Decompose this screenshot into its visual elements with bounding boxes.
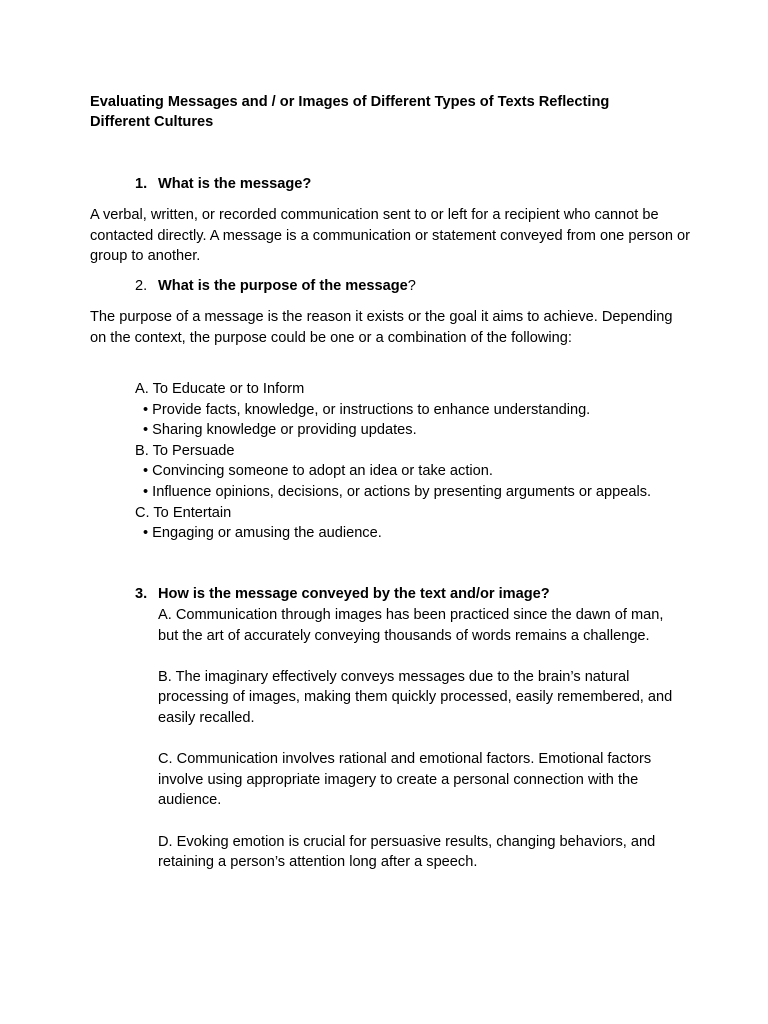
question-2-text: What is the purpose of the message	[158, 278, 408, 294]
question-2-number: 2.	[135, 278, 148, 294]
question-3-point: C. Communication involves rational and emotional factors. Emotional factors involve using appropriate imagery to create a personal connection with the audience.	[158, 751, 652, 809]
purpose-list	[135, 379, 695, 544]
question-1-text: What is the message?	[158, 176, 312, 192]
purpose-heading: A. To Educate or to Inform	[135, 381, 305, 397]
question-3-number: 3.	[135, 586, 148, 602]
question-3-text: How is the message conveyed by the text and/or image?	[158, 586, 550, 602]
question-2-heading	[135, 276, 416, 297]
document-title: Evaluating Messages and / or Images of Different Types of Texts Reflecting Different Cultures	[90, 94, 610, 130]
purpose-bullet: • Sharing knowledge or providing updates.	[143, 422, 417, 439]
question-1-heading	[135, 174, 311, 195]
question-2-answer: The purpose of a message is the reason it exists or the goal it aims to achieve. Depending on the context, the purpose could be one or a combination of the following:	[90, 309, 673, 346]
question-3-points	[158, 605, 678, 893]
purpose-bullet: • Convincing someone to adopt an idea or take action.	[143, 463, 493, 480]
question-3-point: A. Communication through images has been practiced since the dawn of man, but the art of accurately conveying thousands of words remains a challenge.	[158, 607, 664, 644]
purpose-bullet: • Engaging or amusing the audience.	[143, 525, 382, 542]
question-2-mark: ?	[407, 278, 416, 294]
question-3-point: B. The imaginary effectively conveys messages due to the brain’s natural processing of images, making them quickly processed, easily remembered, and easily recalled.	[158, 668, 673, 726]
purpose-heading: C. To Entertain	[135, 504, 232, 521]
question-3-point: D. Evoking emotion is crucial for persuasive results, changing behaviors, and retaining a person’s attention long after a speech.	[158, 833, 656, 871]
purpose-heading: B. To Persuade	[135, 442, 235, 459]
question-1-answer: A verbal, written, or recorded communication sent to or left for a recipient who cannot be contacted directly. A message is a communication or statement conveyed from one person or group to another.	[90, 207, 690, 265]
purpose-bullet: • Influence opinions, decisions, or actions by presenting arguments or appeals.	[143, 483, 652, 500]
question-1-number: 1.	[135, 176, 148, 192]
purpose-bullet: • Provide facts, knowledge, or instructions to enhance understanding.	[143, 401, 591, 418]
question-3-heading	[135, 584, 550, 605]
